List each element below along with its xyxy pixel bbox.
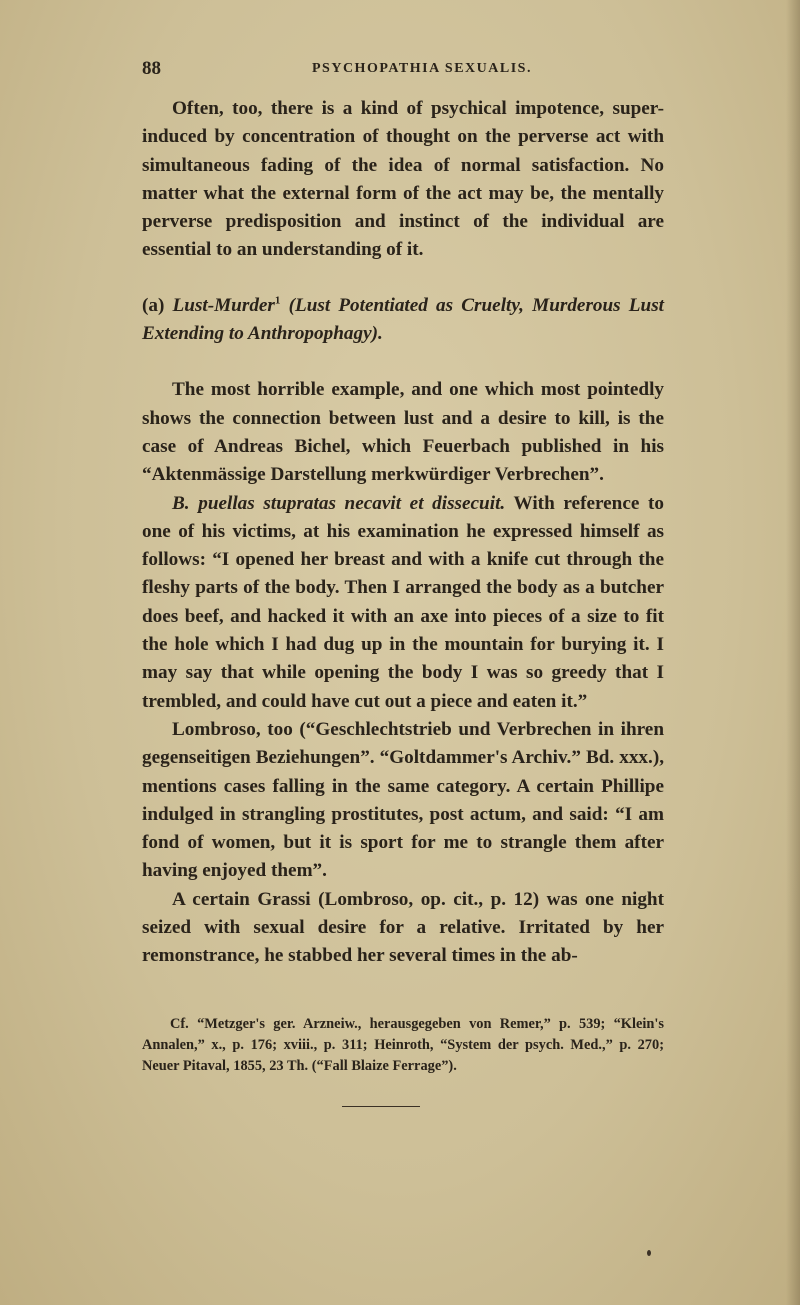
footnote-ref: 1 (274, 294, 281, 307)
footnote (142, 1014, 664, 1077)
paragraph-3-text: With reference to one of his victims, at his examination he expressed himself as follows: “I opened her breast and with a knife cut through the fleshy parts of the body. Then I arranged the body as a butcher does beef, and hacked it with an axe into pieces of a size to fit the hole which I had dug up in the mountain for burying it. I may say that while opening the body I was so greedy that I trembled, and could have cut out a piece and eaten it.” (142, 492, 664, 712)
page-number: 88 (142, 58, 161, 79)
section-label: (a) (142, 294, 165, 316)
page-edge-shadow (786, 0, 800, 1305)
footnote-end-rule (342, 1106, 420, 1107)
section-title: Lust-Murder (172, 294, 275, 316)
body-text (142, 95, 664, 971)
page-header (142, 58, 662, 86)
paragraph-5: A certain Grassi (Lombroso, op. cit., p. 12) was one night seized with sexual desire for a relative. Irritated by her remonstrance, he stabbed her several times in the ab- (142, 888, 664, 967)
paragraph-4: Lombroso, too (“Geschlechtstrieb und Verbrechen in ihren gegenseitigen Beziehungen”. “Goltdammer's Archiv.” Bd. xxx.), mentions cases falling in the same category. A certain Phillipe indulged in strangling prostitutes, post actum, and said: “I am fond of women, but it is sport for me to strangle them after having enjoyed them”. (142, 718, 664, 882)
section-heading (142, 292, 664, 349)
paragraph-3 (142, 490, 664, 716)
latin-phrase: B. puellas stupratas necavit et dissecuit. (172, 492, 506, 514)
paragraph-1: Often, too, there is a kind of psychical impotence, super-induced by concentration of thought on the perverse act with simultaneous fading of the idea of normal satisfaction. No matter what the external form of the act may be, the mentally perverse predisposition and instinct of the individual are essential to an understanding of it. (142, 98, 664, 261)
paragraph-2: The most horrible example, and one which most pointedly shows the connection between lust and a desire to kill, is the case of Andreas Bichel, which Feuerbach published in his “Aktenmässige Darstellung merkwürdiger Verbrechen”. (142, 379, 664, 486)
footnote-text: Cf. “Metzger's ger. Arzneiw., herausgegeben von Remer,” p. 539; “Klein's Annalen,” x., p. 176; xviii., p. 311; Heinroth, “System der psych. Med.,” p. 270; Neuer Pitaval, 1855, 23 Th. (“Fall Blaize Ferrage”). (142, 1016, 664, 1074)
section-subtitle: (Lust Potentiated as Cruelty, Murderous Lust Extending to Anthropophagy). (142, 294, 664, 345)
running-head: PSYCHOPATHIA SEXUALIS. (312, 61, 532, 76)
paper-speck (647, 1250, 651, 1256)
